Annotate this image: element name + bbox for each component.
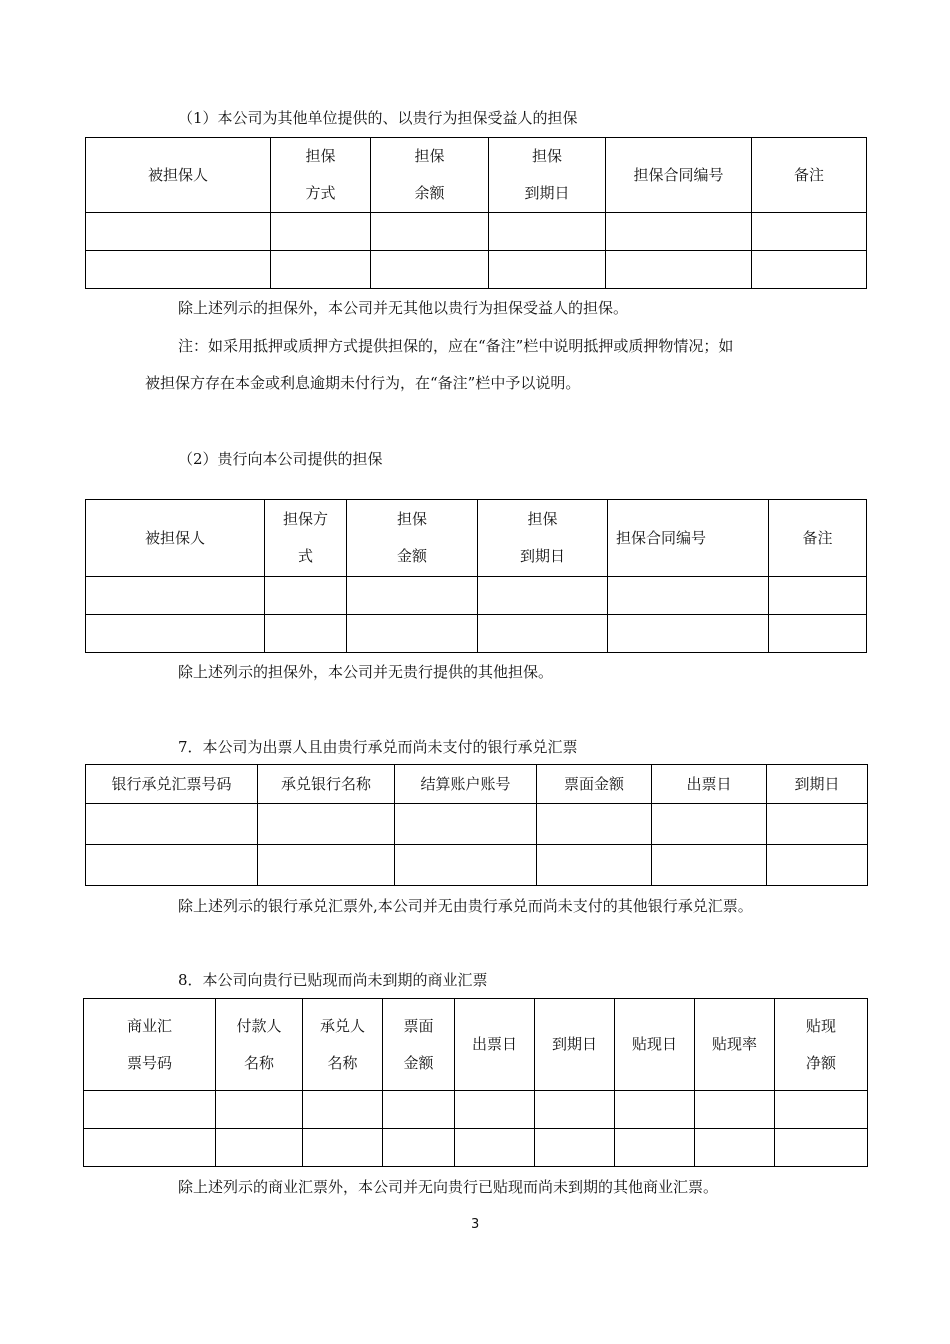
header-due-date: 到期日 [767, 765, 868, 804]
section1-note-line1: 注：如采用抵押或质押方式提供担保的，应在“备注”栏中说明抵押或质押物情况；如 [178, 337, 734, 355]
guarantee-table-2 [85, 499, 867, 653]
table8-header-row [84, 999, 868, 1091]
table-row [86, 251, 867, 289]
section1-note-line2: 被担保方存在本金或利息逾期未付行为，在“备注”栏中予以说明。 [145, 374, 581, 392]
table-row [86, 804, 868, 845]
header-accepting-bank: 承兑银行名称 [258, 765, 395, 804]
header-discount-rate: 贴现率 [695, 999, 775, 1091]
header-due-date: 到期日 [535, 999, 615, 1091]
section1-title: （1）本公司为其他单位提供的、以贵行为担保受益人的担保 [178, 109, 578, 127]
header-net-discount: 贴现 净额 [775, 999, 868, 1091]
table1-header-row [86, 138, 867, 213]
section7-footer: 除上述列示的银行承兑汇票外,本公司并无由贵行承兑而尚未支付的其他银行承兑汇票。 [178, 897, 753, 915]
acceptance-bill-table [85, 764, 868, 886]
table-row [86, 845, 868, 886]
discounted-bill-table [83, 998, 868, 1167]
header-guarantee-method: 担保 方式 [271, 138, 371, 213]
header-payer-name: 付款人 名称 [216, 999, 303, 1091]
header-issue-date: 出票日 [652, 765, 767, 804]
header-bill-number: 银行承兑汇票号码 [86, 765, 258, 804]
header-commercial-bill-number: 商业汇 票号码 [84, 999, 216, 1091]
table-row [86, 213, 867, 251]
header-remarks: 备注 [752, 138, 867, 213]
header-face-amount: 票面 金额 [383, 999, 455, 1091]
header-face-amount: 票面金额 [537, 765, 652, 804]
header-guarantee-balance: 担保 余额 [371, 138, 489, 213]
page-number: 3 [471, 1217, 480, 1232]
section2-footer: 除上述列示的担保外，本公司并无贵行提供的其他担保。 [178, 663, 554, 681]
header-acceptor-name: 承兑人 名称 [303, 999, 383, 1091]
section8-title: 8．本公司向贵行已贴现而尚未到期的商业汇票 [178, 971, 488, 989]
header-remarks: 备注 [769, 500, 867, 577]
table-row [86, 615, 867, 653]
header-settlement-account: 结算账户账号 [395, 765, 537, 804]
header-discount-date: 贴现日 [615, 999, 695, 1091]
guarantee-table-1 [85, 137, 867, 289]
table2-header-row [86, 500, 867, 577]
header-contract-number: 担保合同编号 [606, 138, 752, 213]
table-row [84, 1091, 868, 1129]
header-guarantee-due-date: 担保 到期日 [478, 500, 608, 577]
header-guaranteed-party: 被担保人 [86, 500, 265, 577]
table7-header-row [86, 765, 868, 804]
header-guarantee-due-date: 担保 到期日 [489, 138, 606, 213]
section2-title: （2）贵行向本公司提供的担保 [178, 450, 383, 468]
section7-title: 7．本公司为出票人且由贵行承兑而尚未支付的银行承兑汇票 [178, 738, 578, 756]
table-row [86, 577, 867, 615]
header-guaranteed-party: 被担保人 [86, 138, 271, 213]
header-contract-number: 担保合同编号 [608, 500, 769, 577]
table-row [84, 1129, 868, 1167]
header-guarantee-amount: 担保 金额 [347, 500, 478, 577]
section8-footer: 除上述列示的商业汇票外，本公司并无向贵行已贴现而尚未到期的其他商业汇票。 [178, 1178, 719, 1196]
header-guarantee-method: 担保方 式 [265, 500, 347, 577]
header-issue-date: 出票日 [455, 999, 535, 1091]
section1-footer: 除上述列示的担保外，本公司并无其他以贵行为担保受益人的担保。 [178, 299, 629, 317]
